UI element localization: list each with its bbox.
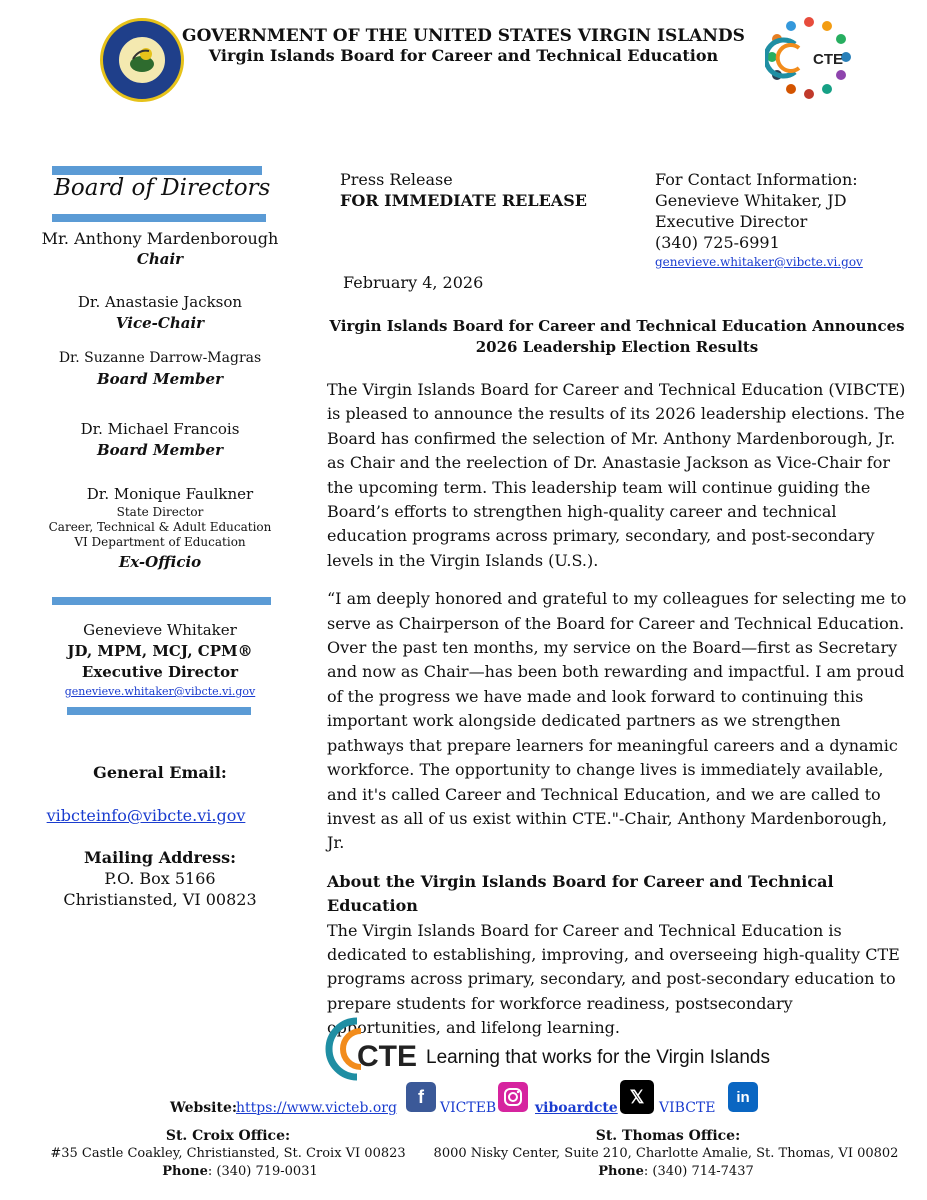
- cte-circle-logo: [765, 14, 853, 102]
- general-email-label: General Email:: [93, 763, 227, 782]
- exofficio-line1: State Director: [116, 505, 204, 519]
- member-title: Chair: [136, 250, 184, 268]
- contact-phone: (340) 725-6991: [655, 233, 780, 252]
- member-name: Dr. Suzanne Darrow-Magras: [58, 350, 262, 366]
- contact-title: Executive Director: [655, 212, 808, 231]
- stthomas-phone-label: Phone: [598, 1164, 644, 1179]
- article-body: [327, 378, 907, 1055]
- facebook-handle[interactable]: VICTEB: [440, 1100, 497, 1116]
- header-board-title: Virgin Islands Board for Career and Technical Education: [208, 46, 719, 65]
- contact-email-link[interactable]: genevieve.whitaker@vibcte.vi.gov: [655, 255, 863, 269]
- facebook-icon[interactable]: f: [406, 1082, 436, 1112]
- footer-tagline: Learning that works for the Virgin Islands: [426, 1047, 770, 1068]
- sidebar-divider-director: [52, 597, 271, 605]
- stthomas-office-phone: [576, 1164, 776, 1179]
- sidebar-divider-bottom: [67, 707, 251, 715]
- director-credentials: JD, MPM, MCJ, CPM®: [67, 642, 253, 660]
- header-government-title: GOVERNMENT OF THE UNITED STATES VIRGIN ISLANDS: [182, 26, 745, 46]
- contact-label: For Contact Information:: [655, 170, 858, 189]
- member-title: Board Member: [97, 370, 223, 388]
- member-title: Board Member: [97, 441, 223, 459]
- headline-line2: 2026 Leadership Election Results: [475, 338, 759, 356]
- footer-cte-logo-text: CTE: [357, 1040, 417, 1073]
- stcroix-office-phone: [140, 1164, 340, 1179]
- article-paragraph-2: “I am deeply honored and grateful to my colleagues for selecting me to serve as Chairperson of the Board for Career and Technical Education. Over the past ten months, my service on the Board—first as Secretary and now as Chair—has been both rewarding and impactful. I am proud of the progress we have made and look forward to continuing this important work alongside dedicated partners as we strengthen pathways that prepare learners for meaningful careers and a dynamic workforce. The opportunity to change lives is immediately available, and it's called Career and Technical Education, and we are called to invest as all of us exist within CTE."-Chair, Anthony Mardenborough, Jr.: [327, 589, 907, 853]
- instagram-icon[interactable]: [498, 1082, 528, 1112]
- director-name: Genevieve Whitaker: [83, 621, 237, 639]
- exofficio-title: Ex-Officio: [118, 553, 202, 571]
- footer-cte-banner: [323, 1015, 803, 1083]
- stthomas-office-label: St. Thomas Office:: [595, 1128, 741, 1144]
- website-label: Website:: [170, 1100, 238, 1116]
- linkedin-icon[interactable]: in: [728, 1082, 758, 1112]
- about-paragraph: The Virgin Islands Board for Career and Technical Education is dedicated to establishing, improving, and overseeing high-quality CTE programs across primary, secondary, and post-secondary education to prepare students for workforce readiness, postsecondary opportunities, and lifelong learning.: [327, 920, 900, 1038]
- mailing-address-line1: P.O. Box 5166: [104, 869, 216, 888]
- article-headline: [327, 316, 907, 358]
- exofficio-name: Dr. Monique Faulkner: [86, 485, 254, 503]
- press-release-label: Press Release: [340, 170, 453, 189]
- release-date: February 4, 2026: [343, 273, 484, 292]
- mailing-address-line2: Christiansted, VI 00823: [63, 890, 257, 909]
- exofficio-line3: VI Department of Education: [74, 535, 246, 549]
- instagram-handle[interactable]: viboardcte: [535, 1100, 618, 1116]
- stcroix-office-address: #35 Castle Coakley, Christiansted, St. Croix VI 00823: [50, 1146, 406, 1161]
- x-handle[interactable]: VIBCTE: [659, 1100, 716, 1116]
- x-twitter-icon[interactable]: 𝕏: [620, 1080, 654, 1114]
- mailing-address-label: Mailing Address:: [83, 848, 237, 867]
- immediate-release-label: FOR IMMEDIATE RELEASE: [340, 191, 587, 210]
- member-title: Vice-Chair: [115, 314, 205, 332]
- general-email-link[interactable]: vibcteinfo@vibcte.vi.gov: [46, 806, 246, 825]
- stcroix-office-label: St. Croix Office:: [165, 1128, 291, 1144]
- article-paragraph-1: The Virgin Islands Board for Career and Technical Education (VIBCTE) is pleased to announce the results of its 2026 leadership elections. The Board has confirmed the selection of Mr. Anthony Mardenborough, Jr. as Chair and the reelection of Dr. Anastasie Jackson as Vice-Chair for the upcoming term. This leadership team will continue guiding the Board’s efforts to strengthen high-quality career and technical education programs across primary, secondary, and post-secondary levels in the Virgin Islands (U.S.).: [327, 380, 906, 570]
- exofficio-line2: Career, Technical & Adult Education: [48, 520, 272, 534]
- stthomas-phone-number: : (340) 714-7437: [643, 1164, 754, 1179]
- sidebar-divider-heading: [52, 214, 266, 222]
- headline-line1: Virgin Islands Board for Career and Technical Education Announces: [329, 317, 905, 335]
- director-title: Executive Director: [81, 663, 239, 681]
- sidebar-divider-top: [52, 166, 262, 175]
- contact-name: Genevieve Whitaker, JD: [655, 191, 847, 210]
- stthomas-office-address: 8000 Nisky Center, Suite 210, Charlotte Amalie, St. Thomas, VI 00802: [433, 1146, 899, 1161]
- member-name: Dr. Michael Francois: [80, 420, 240, 438]
- board-of-directors-heading: Board of Directors: [54, 175, 271, 201]
- member-name: Mr. Anthony Mardenborough: [41, 229, 279, 248]
- about-heading: About the Virgin Islands Board for Career and Technical Education: [327, 871, 834, 916]
- website-link[interactable]: https://www.victeb.org: [236, 1100, 397, 1116]
- member-name: Dr. Anastasie Jackson: [77, 293, 243, 311]
- cte-circle-logo-text: CTE: [813, 51, 843, 68]
- stcroix-phone-label: Phone: [162, 1164, 208, 1179]
- director-email-link[interactable]: genevieve.whitaker@vibcte.vi.gov: [64, 685, 256, 698]
- stcroix-phone-number: : (340) 719-0031: [207, 1164, 318, 1179]
